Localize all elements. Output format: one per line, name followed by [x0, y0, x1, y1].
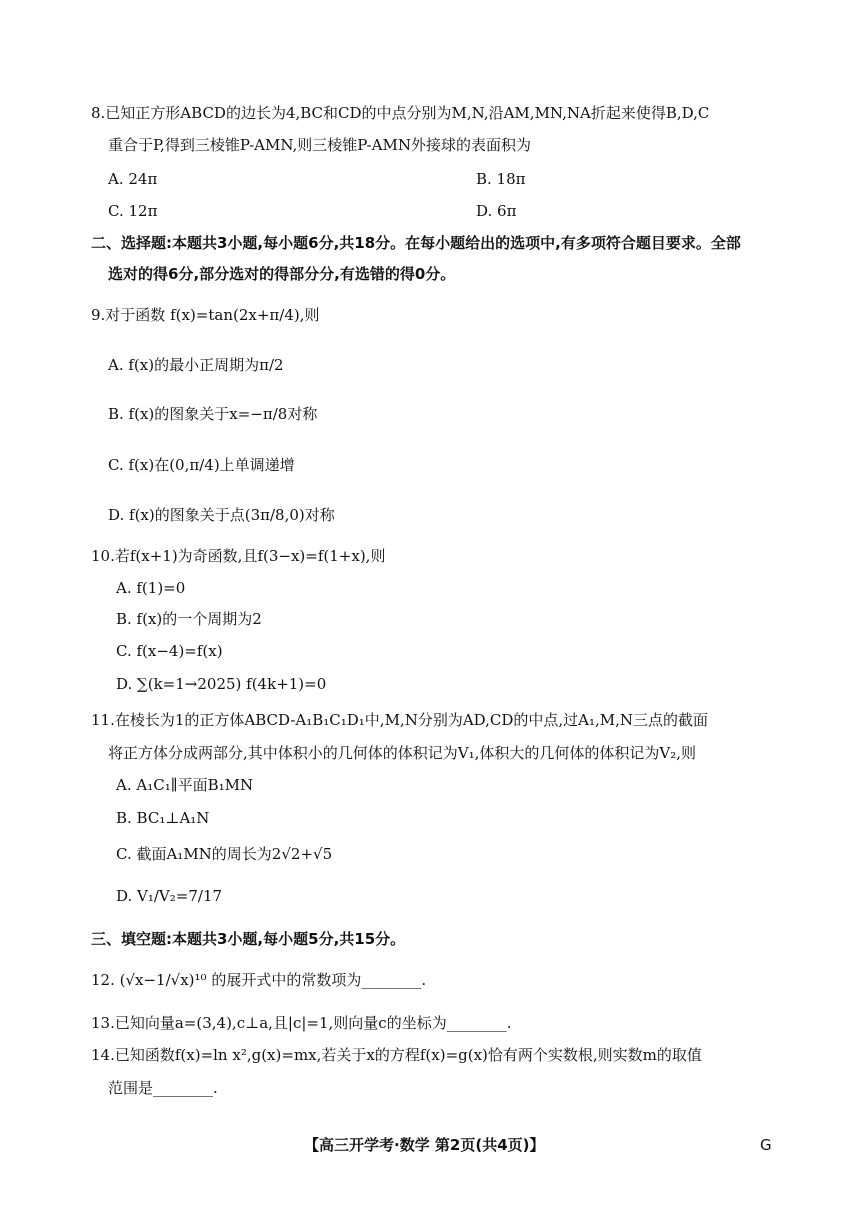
q11-line2: 将正方体分成两部分,其中体积小的几何体的体积记为V₁,体积大的几何体的体积记为V₂,则	[108, 744, 696, 762]
q9-option-b: B. f(x)的图象关于x=−π/8对称	[108, 405, 318, 423]
q8-line2: 重合于P,得到三棱锥P-AMN,则三棱锥P-AMN外接球的表面积为	[108, 136, 531, 154]
q13-text: 13.已知向量a=(3,4),c⊥a,且|c|=1,则向量c的坐标为________.	[91, 1014, 512, 1032]
q9-option-c: C. f(x)在(0,π/4)上单调递增	[108, 456, 295, 474]
section2-heading-line1: 二、选择题:本题共3小题,每小题6分,共18分。在每小题给出的选项中,有多项符合题目要求。全部	[91, 234, 741, 252]
q11-option-d: D. V₁/V₂=7/17	[116, 887, 223, 905]
section3-heading: 三、填空题:本题共3小题,每小题5分,共15分。	[91, 930, 406, 948]
q14-line2: 范围是________.	[108, 1079, 218, 1097]
q8-option-a: A. 24π	[108, 170, 158, 188]
q12-text: 12. (√x−1/√x)¹⁰ 的展开式中的常数项为________.	[91, 971, 427, 989]
page-footer: 【高三开学考·数学 第2页(共4页)】	[304, 1136, 545, 1154]
q11-option-a: A. A₁C₁∥平面B₁MN	[116, 776, 254, 794]
q14-line1: 14.已知函数f(x)=ln x²,g(x)=mx,若关于x的方程f(x)=g(x)恰有两个实数根,则实数m的取值	[91, 1046, 702, 1064]
q8-line1: 8.已知正方形ABCD的边长为4,BC和CD的中点分别为M,N,沿AM,MN,NA折起来使得B,D,C	[91, 104, 710, 122]
q9-option-a: A. f(x)的最小正周期为π/2	[108, 356, 284, 374]
q10-option-b: B. f(x)的一个周期为2	[116, 610, 262, 628]
q8-option-b: B. 18π	[476, 170, 526, 188]
paper-version-label: G	[760, 1136, 772, 1154]
q8-option-d: D. 6π	[476, 202, 517, 220]
section2-heading-line2: 选对的得6分,部分选对的得部分分,有选错的得0分。	[108, 265, 456, 283]
q9-option-d: D. f(x)的图象关于点(3π/8,0)对称	[108, 506, 335, 524]
q8-option-c: C. 12π	[108, 202, 158, 220]
q11-option-c: C. 截面A₁MN的周长为2√2+√5	[116, 845, 333, 863]
q10-stem: 10.若f(x+1)为奇函数,且f(3−x)=f(1+x),则	[91, 547, 386, 565]
q11-option-b: B. BC₁⊥A₁N	[116, 809, 210, 827]
q11-line1: 11.在棱长为1的正方体ABCD-A₁B₁C₁D₁中,M,N分别为AD,CD的中点,过A₁,M,N三点的截面	[91, 711, 709, 729]
q10-option-c: C. f(x−4)=f(x)	[116, 642, 223, 660]
q10-option-a: A. f(1)=0	[116, 579, 186, 597]
q9-stem: 9.对于函数 f(x)=tan(2x+π/4),则	[91, 306, 320, 324]
q10-option-d: D. ∑(k=1→2025) f(4k+1)=0	[116, 675, 327, 693]
